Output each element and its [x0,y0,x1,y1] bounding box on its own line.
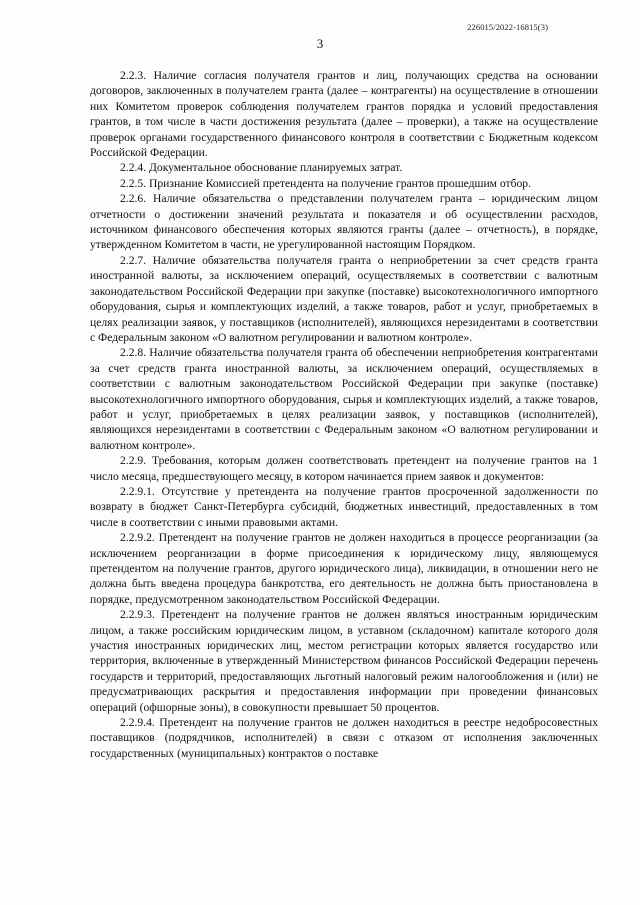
paragraph-2-2-9-2: 2.2.9.2. Претендент на получение грантов не должен находиться в процессе реорганизации (за исключением реорганизации в форме присоединения к юридическому лицу, являющемуся претендентом на получение грантов, другого юридического лица), ликвидации, в отношении него не должна быть введена процедура банкротства, его деятельность не должна быть приостановлена в порядке, предусмотренном законодательством Российской Федерации. [90,531,598,606]
document-body [90,68,598,761]
paragraph-2-2-5: 2.2.5. Признание Комиссией претендента на получение грантов прошедшим отбор. [120,176,532,190]
paragraph-2-2-8: 2.2.8. Наличие обязательства получателя гранта об обеспечении неприобретения контрагентами за счет средств гранта иностранной валюты, за исключением операций, осуществляемых в соответствии с валютным законодательством Российской Федерации при закупке (поставке) высокотехнологичного импортного оборудования, сырья и комплектующих изделий, а также товаров, работ и услуг, приобретаемых в целях реализации заявок, у поставщиков (исполнителей), являющихся нерезидентами в соответствии с Федеральным законом «О валютном регулировании и валютном контроле». [90,346,598,452]
paragraph-2-2-7: 2.2.7. Наличие обязательства получателя гранта о неприобретении за счет средств гранта иностранной валюты, за исключением операций, осуществляемых в соответствии с валютным законодательством Российской Федерации при закупке (поставке) высокотехнологичного импортного оборудования, сырья и комплектующих изделий, а также товаров, работ и услуг, приобретаемых в целях реализации заявок, у поставщиков (исполнителей), являющихся нерезидентами в соответствии с Федеральным законом «О валютном регулировании и валютном контроле». [90,253,598,344]
paragraph-2-2-4: 2.2.4. Документальное обоснование планируемых затрат. [120,161,403,175]
document-number: 226015/2022-16815(3) [467,22,548,32]
paragraph-2-2-3: 2.2.3. Наличие согласия получателя грантов и лиц, получающих средства на основании договоров, заключенных в получателем гранта (далее – контрагенты) на осуществление в отношении них Комитетом проверок соблюдения получателем грантов порядка и условий предоставления грантов, в том числе в части достижения результата (далее – проверки), а также на осуществление проверок органами государственного финансового контроля в соответствии с Бюджетным кодексом Российской Федерации. [90,69,598,160]
paragraph-2-2-6: 2.2.6. Наличие обязательства о представлении получателем гранта – юридическим лицом отчетности о достижении значений результата и показателя и об осуществлении расходов, источником финансового обеспечения которых являются гранты (далее – отчетность), в порядке, утвержденном Комитетом в части, не урегулированной настоящим Порядком. [90,192,598,252]
paragraph-2-2-9-1: 2.2.9.1. Отсутствие у претендента на получение грантов просроченной задолженности по возврату в бюджет Санкт-Петербурга субсидий, бюджетных инвестиций, предоставленных в том числе в соответствии с иными правовыми актами. [90,484,598,529]
page-number: 3 [316,36,324,51]
paragraph-2-2-9-4: 2.2.9.4. Претендент на получение грантов не должен находиться в реестре недобросовестных поставщиков (подрядчиков, исполнителей) в связи с отказом от исполнения заключенных государственных (муниципальных) контрактов о поставке [90,716,598,760]
paragraph-2-2-9: 2.2.9. Требования, которым должен соответствовать претендент на получение грантов на 1 число месяца, предшествующего месяцу, в котором начинается прием заявок и документов: [90,454,598,483]
paragraph-2-2-9-3: 2.2.9.3. Претендент на получение грантов не должен являться иностранным юридическим лицом, а также российским юридическим лицом, в уставном (складочном) капитале которого доля участия иностранных юридических лиц, местом регистрации которых является государство или территория, включенные в утвержденный Министерством финансов Российской Федерации перечень государств и территорий, предоставляющих льготный налоговый режим налогообложения и (или) не предусматривающих раскрытия и предоставления информации при проведении финансовых операций (офшорные зоны), в совокупности превышает 50 процентов. [90,608,598,714]
